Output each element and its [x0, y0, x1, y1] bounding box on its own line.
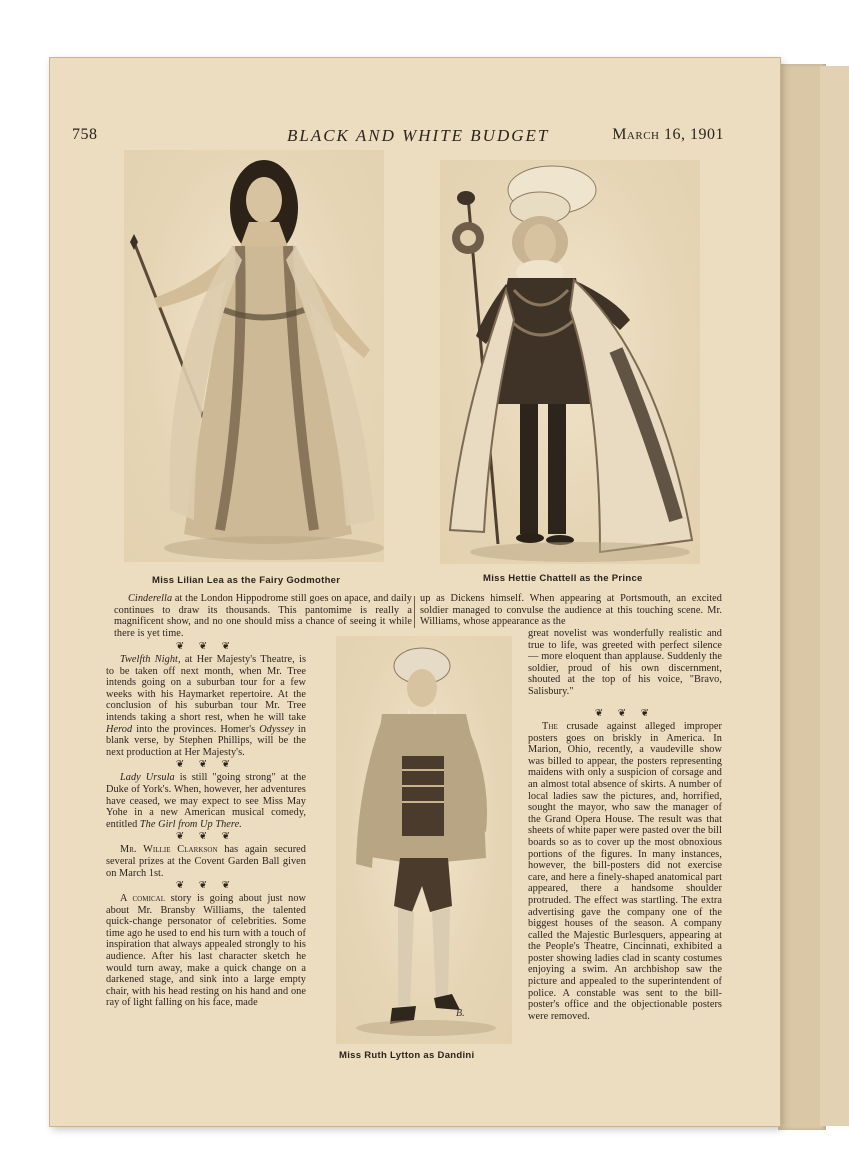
comical-continuation-rest: great novelist was wonderfully realistic and true to life, was greeted with perfect silence — more eloquent than applause. Suddenly the soldier, proud of his own discernment, shouted at the top of his voice, "Bravo, Salisbury.": [528, 628, 722, 697]
lady-ursula-title: Lady Ursula: [120, 772, 175, 784]
twelfth-night-body-3: in blank verse, by Stephen Phillips, will be the next production at Her Majesty's.: [106, 723, 306, 758]
herod-title: Herod: [106, 723, 133, 735]
running-header: [72, 126, 728, 150]
article-cinderella: [114, 593, 412, 639]
photo-dandini: [336, 636, 512, 1044]
comical-continuation-top: up as Dickens himself. When appearing at Portsmouth, an excited soldier managed to convulse the audience at this touching scene. Mr. Williams, whose appearance as the: [420, 593, 722, 628]
comical-body: story is going about just now about Mr. Bransby Williams, the talented quick-change personator of celebrities. Some time ago he used to end his turn with a touch of inspiration that always appealed strongly to his audience. After his last character sketch he would turn away, make a quick change on a darkened stage, and sink into a large empty chair, with his head resting on his hand and one ray of light falling on his face, made: [106, 893, 307, 1009]
lady-ursula-body: is still "going strong" at the Duke of York's. When, however, her adventures have ceased, we may expect to see Miss May Yohe in a new American musical comedy, entitled: [106, 772, 306, 830]
twelfth-night-body-1: at Her Majesty's Theatre, is to be taken off next month, when Mr. Tree intends going on a suburban tour for a few weeks with his Haymarket repertoire. At the conclusion of his suburban tour Mr. Tree intends taking a short rest, when he will take: [106, 654, 306, 723]
underlying-page-edge-outer: [820, 66, 849, 1126]
clarkson-lead: Mr. Willie Clarkson: [120, 844, 218, 856]
cinderella-body: at the London Hippodrome still goes on apace, and daily continues to draw its thousands. This pantomime is really a magnificent show, and no one should miss a chance of seeing it while there is yet time.: [114, 593, 412, 639]
clarkson-body: has again secured several prizes at the Covent Garden Ball given on March 1st.: [106, 844, 307, 879]
cinderella-title: Cinderella: [128, 593, 173, 604]
twelfth-night-body-2: into the provinces. Homer's: [132, 723, 260, 735]
comical-lead: A comical: [120, 893, 166, 905]
column-rule: [414, 596, 415, 628]
caption-dandini: Miss Ruth Lytton as Dandini: [339, 1050, 475, 1061]
crusade-lead: The: [542, 721, 558, 732]
odyssey-title: Odyssey: [259, 723, 294, 735]
issue-date: March 16, 1901: [612, 126, 724, 143]
article-crusade: [528, 707, 722, 1022]
caption-prince: Miss Hettie Chattell as the Prince: [483, 573, 643, 584]
section-ornament: ❦ ❦ ❦: [175, 831, 237, 843]
left-column: [106, 640, 306, 1009]
photo-prince: [440, 160, 700, 564]
article-comical-continuation: [420, 593, 722, 628]
article-comical-ending: [528, 628, 722, 698]
section-ornament: ❦ ❦ ❦: [175, 641, 237, 652]
section-ornament: ❦ ❦ ❦: [175, 880, 237, 892]
caption-fairy-godmother: Miss Lilian Lea as the Fairy Godmother: [152, 575, 341, 586]
crusade-body: crusade against alleged improper posters goes on briskly in America. In Marion, Ohio, recently, a vaudeville show was billed to appear, the posters representing maidens with only a suspicion of corsage and an almost total absence of skirts. A number of local ladies saw the pictures, and, horrified, sought the mayor, who saw the manager of the Grand Opera House. The result was that sheets of white paper were pasted over the bill boards so as to cover up the most obnoxious portions of the figures. In many instances, however, the bill-posters did not exercise care, and here a finely-shaped anatomical part appeared, there a handsome shoulder protruded. The effect was startling. The extra advertising gave the company one of the biggest houses of the season. A company called the Majestic Burlesquers, appearing at the People's Theatre, Cincinnati, exhibited a poster showing ladies clad in scanty costumes enjoying a swim. An archbishop saw the picture and appealed to the superintendent of police. A constable was sent to the bill-poster's office and the objectionable posters were removed.: [528, 721, 722, 1022]
photo-fairy-godmother: [124, 150, 384, 562]
section-ornament: ❦ ❦ ❦: [175, 759, 237, 771]
publication-title: BLACK AND WHITE BUDGET: [287, 126, 550, 145]
twelfth-night-title: Twelfth Night,: [120, 654, 181, 665]
page-number: 758: [72, 126, 98, 143]
underlying-page-edge: [778, 64, 826, 1130]
girl-from-up-there-title: The Girl from Up There.: [139, 818, 242, 830]
section-ornament: ❦ ❦ ❦: [594, 708, 656, 719]
photographer-mark: B.: [456, 1008, 465, 1019]
